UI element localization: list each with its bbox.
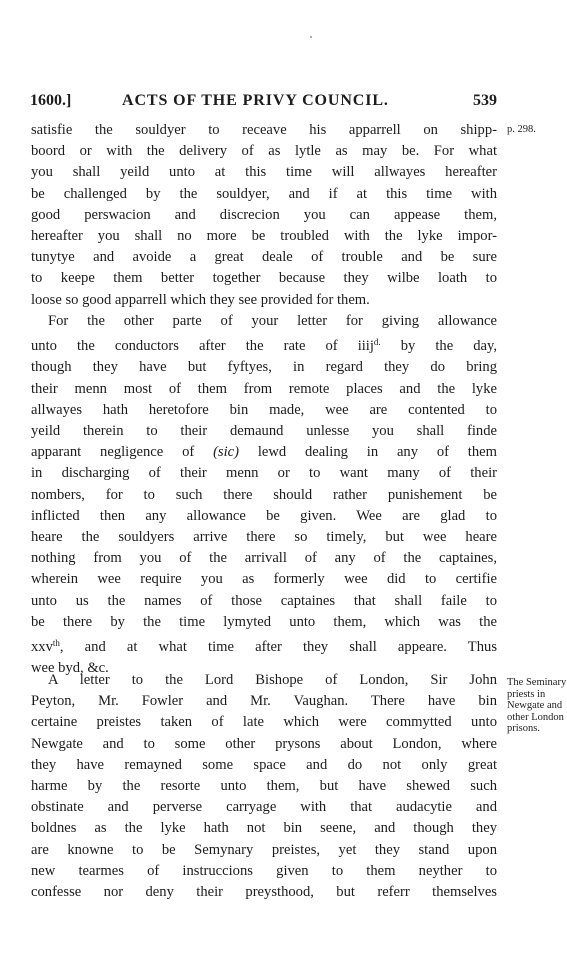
text-line: though they have but fyftyes, in regard they do bring xyxy=(31,359,497,376)
text-line: obstinate and perverse carryage with that audacytie and xyxy=(31,799,497,816)
text-fragment: unto the conductors after the rate of iiij xyxy=(31,338,374,355)
margin-note-line: The Seminary xyxy=(507,677,567,688)
text-line: confesse nor deny their preysthood, but referr themselves xyxy=(31,884,497,901)
text-line: inflicted then any allowance be given. Wee are glad to xyxy=(31,507,497,524)
paragraph-allowance xyxy=(31,311,497,679)
text-line: new tearmes of instruccions given to them neyther to xyxy=(31,862,497,879)
text-line xyxy=(31,442,497,463)
text-line: yeild therein to their demaund unlesse you shall finde xyxy=(31,423,497,440)
text-line: wherein wee require you as formerly wee did to certifie xyxy=(31,571,497,588)
text-line: harme by the resorte unto them, but have shewed such xyxy=(31,778,497,795)
margin-note-line: Newgate and xyxy=(507,700,563,711)
superscript: d. xyxy=(373,337,381,348)
text-line xyxy=(31,633,497,658)
text-line: nothing from you of the arrivall of any of the captaines, xyxy=(31,550,497,567)
text-line: heare the souldyers arrive there so timely, but wee heare xyxy=(31,529,497,546)
text-line: good perswacion and discrecion you can appease them, xyxy=(31,206,497,223)
page-speck xyxy=(310,36,312,38)
text-line: hereafter you shall no more be troubled with the lyke impor- xyxy=(31,228,497,245)
text-fragment: , and at what time after they shall appeare. Thus xyxy=(59,639,497,656)
text-line: Peyton, Mr. Fowler and Mr. Vaughan. There have bin xyxy=(31,693,497,710)
text-line: nombers, for to such there should rather punishement be xyxy=(31,486,497,503)
text-line: they have remayned some space and do not only great xyxy=(31,756,497,773)
text-line: in discharging of their menn or to want many of their xyxy=(31,465,497,482)
text-fragment: lewd dealing in any of them xyxy=(239,444,497,461)
text-fragment: apparant negligence of xyxy=(31,444,195,461)
text-line: you shall yeild unto at this time will allwayes hereafter xyxy=(31,164,497,181)
margin-note-line: other London xyxy=(507,711,564,723)
margin-note-line: prisons. xyxy=(507,723,540,734)
text-line xyxy=(31,332,497,357)
sic-note: (sic) xyxy=(213,444,239,461)
page-number: 539 xyxy=(473,92,497,109)
header-year: 1600.] xyxy=(30,92,72,109)
superscript: th xyxy=(52,638,60,649)
text-fragment: xxv xyxy=(31,639,53,656)
header-title: ACTS OF THE PRIVY COUNCIL. xyxy=(122,92,389,109)
paragraph-continued xyxy=(31,120,497,311)
margin-note-seminary xyxy=(507,677,567,735)
paragraph-letter-bishop xyxy=(31,670,497,903)
text-line: are knowne to be Semynary preistes, yet they stand upon xyxy=(31,841,497,858)
text-line: be there by the time lymyted unto them, which was the xyxy=(31,613,497,630)
text-line: tunytye and avoide a great deale of trouble and be sure xyxy=(31,249,497,266)
text-line: A letter to the Lord Bishope of London, Sir John xyxy=(48,672,497,688)
text-fragment: by the day, xyxy=(380,338,497,355)
text-line: allwayes hath heretofore bin made, wee are contented to xyxy=(31,401,497,418)
text-line: Newgate and to some other prysons about London, where xyxy=(31,735,497,752)
margin-note-line: priests in xyxy=(507,688,546,700)
text-line: boord or with the delivery of as lytle as may be. For what xyxy=(31,143,497,160)
text-line: loose so good apparrell which they see provided for them. xyxy=(31,291,370,308)
text-line: boldnes as the lyke hath not bin seene, and though they xyxy=(31,820,497,837)
margin-page-reference: p. 298. xyxy=(507,124,536,135)
text-line: unto us the names of those captaines that shall faile to xyxy=(31,592,497,609)
text-line: wee byd, &c. xyxy=(31,660,109,677)
text-line: satisfie the souldyer to receave his apparrell on shipp- xyxy=(31,122,497,138)
text-line: be challenged by the souldyer, and if at this time with xyxy=(31,185,497,202)
text-line: to keepe them better together because they wilbe loath to xyxy=(31,270,497,287)
text-line: For the other parte of your letter for giving allowance xyxy=(48,313,497,329)
text-line: certaine preistes taken of late which were commytted unto xyxy=(31,714,497,731)
text-line: their menn most of them from remote places and the lyke xyxy=(31,380,497,397)
